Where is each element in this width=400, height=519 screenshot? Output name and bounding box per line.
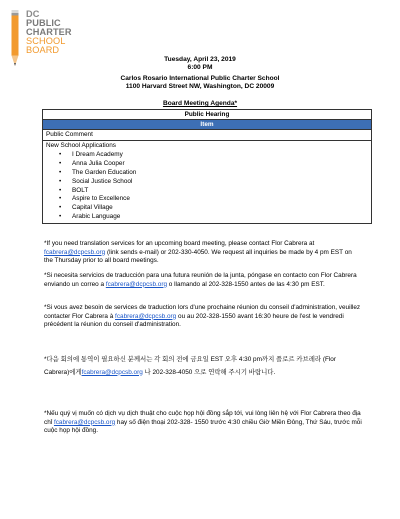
applications-list	[46, 151, 368, 222]
note-text: *If you need translation services for an upcoming board meeting, please contact Flor Cabrera at	[44, 240, 315, 247]
note-text: o llamando al 202-328-1550 antes de las 4:30 pm EST.	[167, 280, 325, 288]
logo-line: PUBLIC	[26, 18, 61, 28]
logo-line: CHARTER	[26, 27, 72, 37]
logo-line: SCHOOL	[26, 36, 66, 46]
list-item: • The Garden Education	[72, 169, 368, 178]
list-item: • I Dream Academy	[72, 151, 368, 160]
translation-note-english	[44, 240, 362, 266]
logo-wordmark	[26, 10, 72, 55]
new-applications-title: New School Applications	[46, 142, 116, 149]
location-address: 1100 Harvard Street NW, Washington, DC 20009	[125, 83, 275, 90]
translation-note-korean	[44, 354, 362, 379]
location-name: Carlos Rosario International Public Charter School	[120, 75, 280, 82]
email-link[interactable]: fcabrera@dcpcsb.org	[53, 418, 116, 426]
email-link[interactable]: fcabrera@dcpcsb.org	[105, 280, 168, 288]
note-text: 나 202-328-4050 으로 연락해 주시기 바랍니다.	[142, 368, 276, 376]
translation-note-french	[44, 304, 362, 330]
note-text: (link sends e-mail) or 202-330-4050. We request all inquiries be made by 4 pm EST on the Thursday prior to all board meetings.	[44, 248, 352, 265]
agenda-title: Board Meeting Agenda*	[162, 100, 238, 107]
list-item: • BOLT	[72, 187, 368, 196]
email-link[interactable]: fcabrera@dcpcsb.org	[44, 248, 106, 256]
email-link[interactable]: fcabrera@dcpcsb.org	[81, 368, 143, 376]
meeting-date: Tuesday, April 23, 2019	[164, 56, 236, 63]
meeting-time: 6:00 PM	[187, 64, 213, 71]
public-comment-item: Public Comment	[43, 130, 372, 141]
email-link[interactable]: fcabrera@dcpcsb.org	[115, 312, 177, 320]
list-item: • Social Justice School	[72, 178, 368, 187]
list-item: • Capital Village	[72, 204, 368, 213]
logo-line: BOARD	[26, 45, 60, 55]
note-text: *Si necesita servicios de traducción para una futura reunión de la junta, póngase en contacto con Flor Cabrera enviando un correo a	[44, 272, 357, 288]
list-item: • Anna Julia Cooper	[72, 160, 368, 169]
translation-note-vietnamese	[44, 410, 362, 436]
meeting-location	[0, 75, 400, 91]
section-title: Public Hearing	[43, 110, 372, 120]
note-text: ou au 202-328-1550 avant 16:30 heure de l'est le vendredi précédent la réunion du conseil d'administration.	[44, 312, 344, 329]
agenda-table	[42, 109, 372, 224]
note-text: *Si vous avez besoin de services de traduction lors d'une prochaine réunion du conseil d'administration, veuillez contacter Flor Cabrera à	[44, 304, 361, 320]
note-text: *Nếu quý vị muốn có dịch vụ dịch thuật cho cuộc họp hội đồng sắp tới, vui lòng liên hệ với Flor Cabrera theo địa chỉ	[44, 410, 361, 426]
note-text: hay số điện thoại 202-328- 1550 trước 4:30 chiều Giờ Miền Đông, Thứ Sáu, trước mỗi cuộc họp hội đồng.	[44, 418, 362, 435]
column-header: Item	[43, 120, 372, 130]
meeting-datetime	[0, 56, 400, 72]
note-text: *다음 회의에 통역이 필요하신 분께서는 각 회의 전에 금요일 EST 오후 4:30 pm까지 플로르 카브레라 (Flor Cabrera)에게	[44, 356, 336, 376]
list-item: • Aspire to Excellence	[72, 195, 368, 204]
list-item: • Arabic Language	[72, 213, 368, 222]
logo-line: DC	[26, 9, 40, 19]
new-applications-item	[43, 141, 372, 224]
translation-note-spanish	[44, 272, 362, 289]
